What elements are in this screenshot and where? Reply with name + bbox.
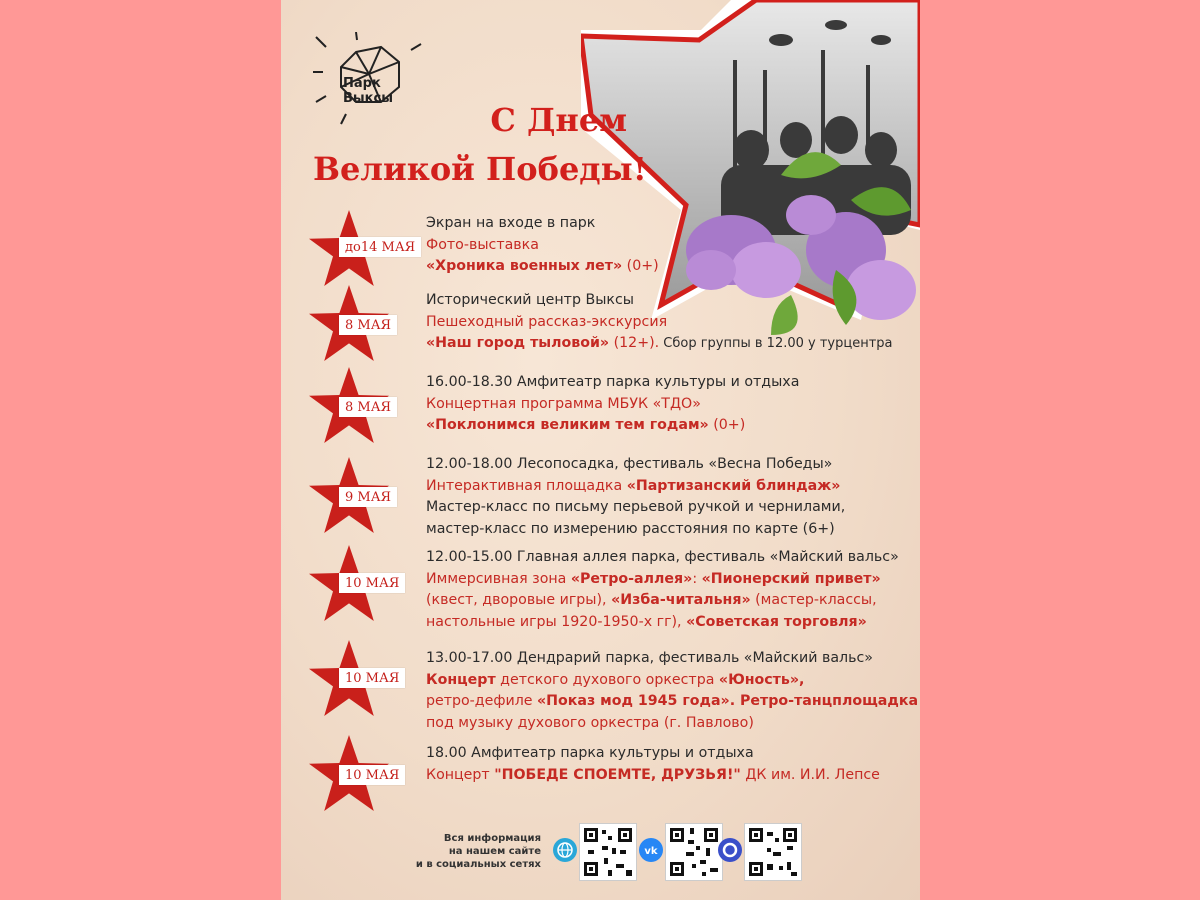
page-title-line1: С Днем (490, 101, 627, 139)
event-text (426, 648, 918, 734)
event-location: 18.00 Амфитеатр парка культуры и отдыха (426, 745, 754, 761)
footer-note (411, 832, 541, 871)
event-age: (0+) (708, 417, 746, 433)
poster (281, 0, 920, 900)
event-location: Исторический центр Выксы (426, 292, 634, 308)
event-date: 10 МАЯ (339, 668, 405, 688)
event-location: 12.00-15.00 Главная аллея парка, фестиваль «Майский вальс» (426, 549, 899, 565)
footer-line: и в социальных сетях (415, 859, 541, 870)
event-desc: ретро-дефиле (426, 693, 537, 709)
qr-code-social[interactable] (744, 823, 802, 881)
event-date: 9 МАЯ (339, 487, 397, 507)
globe-icon (553, 838, 577, 862)
event-name: «Хроника военных лет» (426, 258, 623, 274)
ok-circle-icon (718, 838, 742, 862)
event-text (426, 290, 893, 355)
event-text (426, 372, 799, 437)
event-text (426, 743, 880, 786)
event-date: 8 МАЯ (339, 397, 397, 417)
event-desc: Мастер-класс по письму перьевой ручкой и чернилами, (426, 499, 846, 515)
logo-text (343, 76, 393, 106)
event-text (426, 547, 899, 633)
event-desc: детского духового оркестра (495, 671, 719, 688)
svg-text:vk: vk (644, 846, 658, 857)
event-date: 8 МАЯ (339, 315, 397, 335)
event-name: «Изба-читальня» (611, 592, 751, 608)
event-type: Фото-выставка (426, 236, 539, 253)
page-title-line2: Великой Победы! (313, 150, 647, 188)
event-name: «Партизанский блиндаж» (626, 477, 841, 494)
event-name: «Поклонимся великим тем годам» (426, 417, 709, 433)
event-name: «Наш город тыловой» (426, 335, 610, 351)
event-location: Экран на входе в парк (426, 215, 596, 231)
event-type: Концерт (426, 766, 495, 783)
footer-line: на нашем сайте (448, 846, 541, 857)
logo-line1: Парк (343, 76, 381, 91)
event-type: Интерактивная площадка (426, 477, 627, 494)
event-sep: : (692, 570, 702, 587)
event-name: «Ретро-аллея» (570, 570, 693, 587)
vk-group[interactable] (639, 823, 714, 879)
website-group[interactable] (553, 823, 628, 879)
event-desc: (мастер-классы, (750, 592, 877, 608)
event-note: Сбор группы в 12.00 у турцентра (659, 336, 893, 351)
event-desc: мастер-класс по измерению расстояния по карте (6+) (426, 520, 835, 537)
event-text (426, 213, 659, 278)
event-type: Концертная программа МБУК «ТДО» (426, 395, 701, 412)
event-desc: настольные игры 1920-1950-х гг), (426, 613, 687, 630)
event-name: «Пионерский привет» (701, 570, 881, 587)
event-type: Пешеходный рассказ-экскурсия (426, 313, 668, 330)
event-name: "ПОБЕДЕ СПОЕМТЕ, ДРУЗЬЯ!" (494, 766, 741, 783)
event-location: 13.00-17.00 Дендрарий парка, фестиваль «Майский вальс» (426, 650, 873, 666)
event-type: Иммерсивная зона (426, 570, 571, 587)
event-name: «Показ мод 1945 года» (537, 693, 730, 709)
event-name: «Юность», (718, 671, 805, 688)
qr-code-vk[interactable] (665, 823, 723, 881)
event-name: «Советская торговля» (686, 613, 867, 630)
event-date: 10 МАЯ (339, 765, 405, 785)
event-age: (12+). (609, 335, 660, 351)
event-location: 16.00-18.30 Амфитеатр парка культуры и отдыха (426, 374, 800, 390)
event-desc: под музыку духового оркестра (г. Павлово) (426, 714, 754, 731)
event-date: 10 МАЯ (339, 573, 405, 593)
logo-line2: Выксы (343, 91, 393, 106)
event-date: до14 МАЯ (339, 237, 421, 257)
vk-icon (639, 838, 663, 862)
event-type: Концерт (426, 671, 496, 688)
footer-line: Вся информация (443, 833, 541, 844)
event-name: . Ретро-танцплощадка (729, 693, 919, 709)
ok-group[interactable] (718, 823, 793, 879)
event-location: 12.00-18.00 Лесопосадка, фестиваль «Весна Победы» (426, 456, 833, 472)
event-text (426, 454, 845, 540)
event-desc: ДК им. И.И. Лепсе (740, 766, 880, 783)
event-age: (0+) (622, 258, 659, 274)
qr-code-website[interactable] (579, 823, 637, 881)
event-desc: (квест, дворовые игры), (426, 592, 612, 608)
